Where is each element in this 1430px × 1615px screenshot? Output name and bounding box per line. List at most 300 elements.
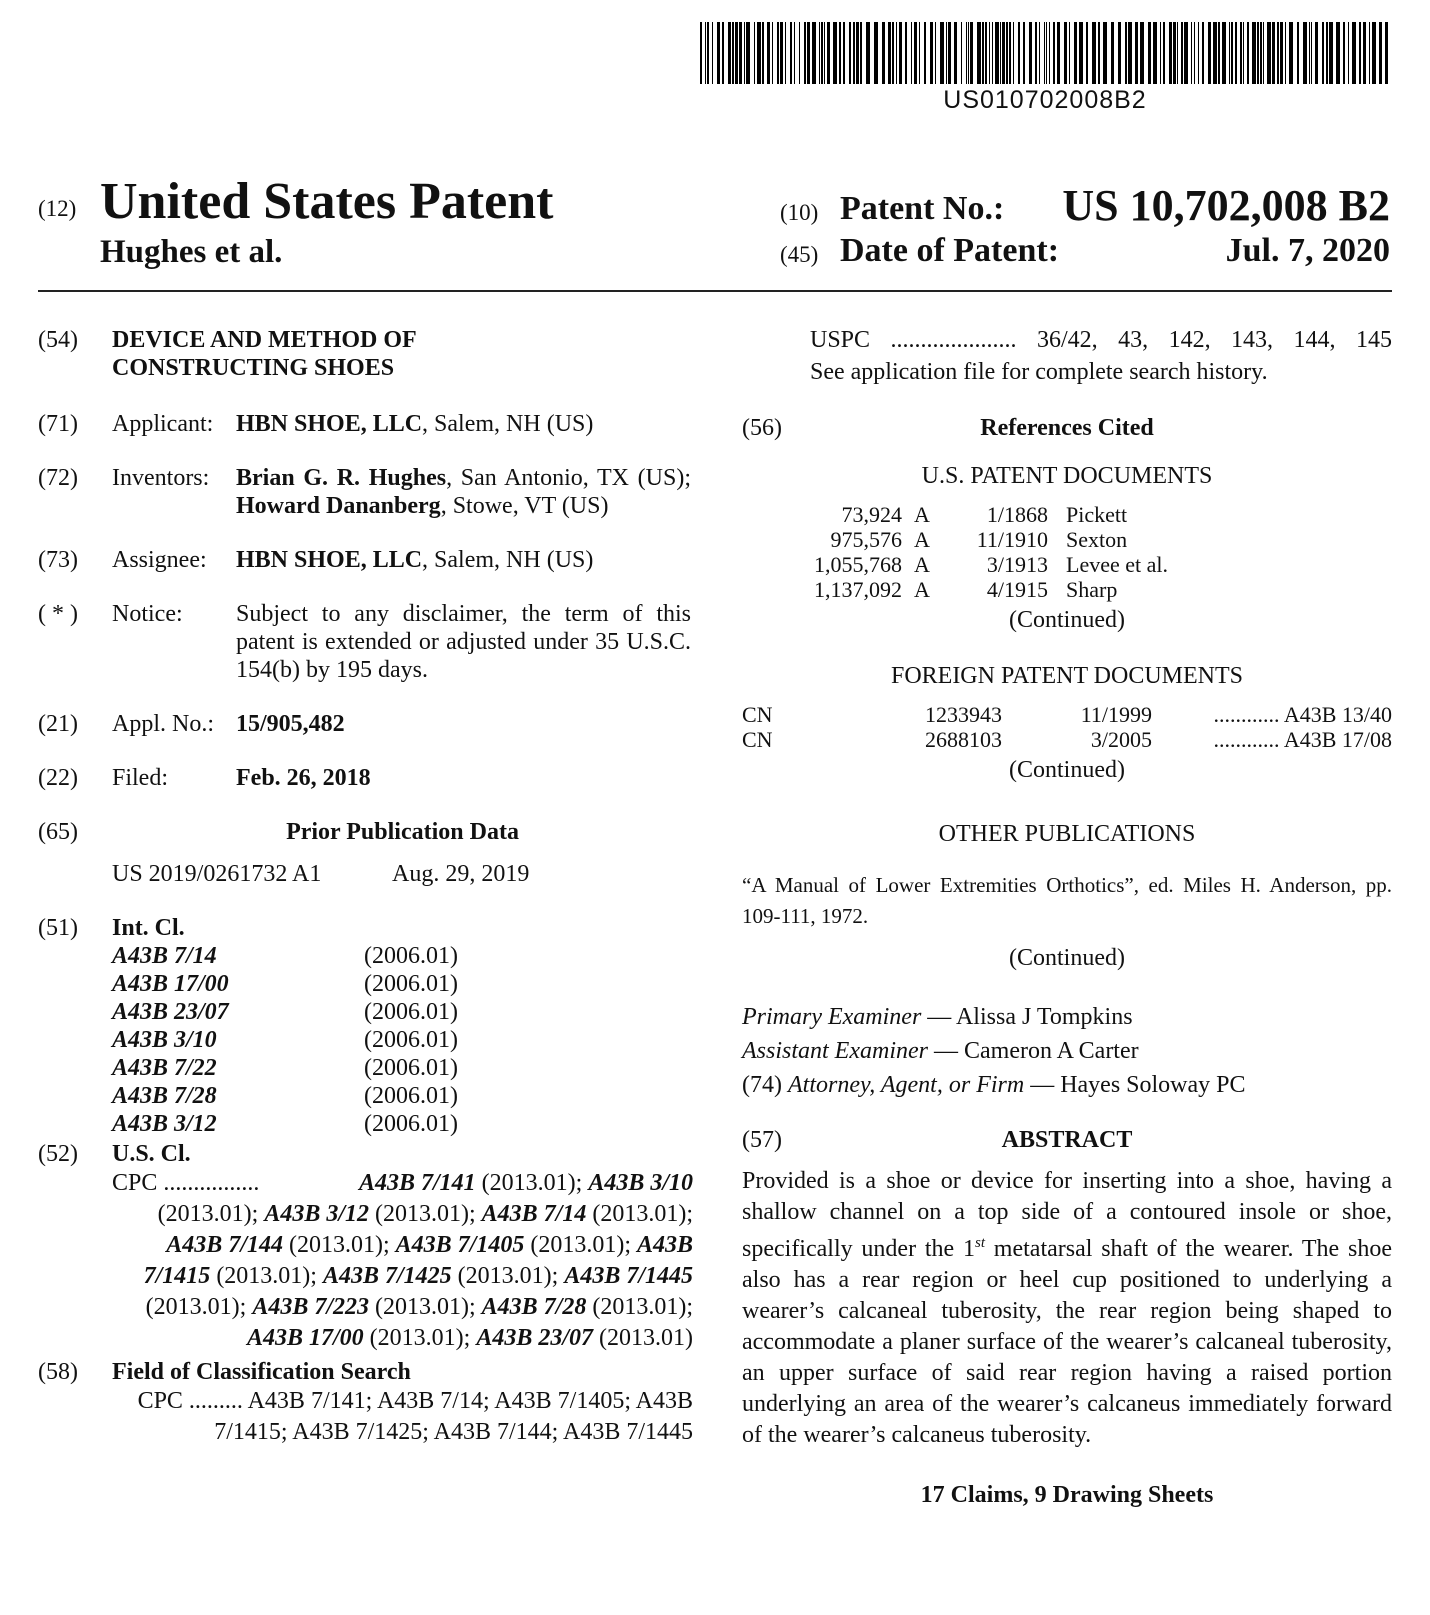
barcode-bar — [746, 22, 750, 84]
barcode-bar — [1303, 22, 1307, 84]
barcode-bar — [919, 22, 920, 84]
assignee-location: , Salem, NH (US) — [422, 547, 594, 573]
foreign-ref-number: 2688103 — [925, 727, 1002, 752]
us-ref-kind: A — [914, 527, 930, 552]
barcode-bar — [1222, 22, 1226, 84]
int-cl-code: A43B 7/22 — [112, 1055, 217, 1081]
cpc-code: A43B 23/07 — [476, 1325, 594, 1351]
barcode-bar — [1343, 22, 1345, 84]
barcode-bar — [1135, 22, 1138, 84]
barcode-bar — [977, 22, 981, 84]
int-cl-code: A43B 3/10 — [112, 1027, 217, 1053]
barcode-bar — [968, 22, 969, 84]
int-cl-code: A43B 3/12 — [112, 1111, 217, 1137]
barcode-bar — [874, 22, 878, 84]
int-cl-code: A43B 17/00 — [112, 971, 229, 997]
barcode-bar — [896, 22, 897, 84]
right-column — [742, 326, 1392, 1509]
us-cl-heading: U.S. Cl. — [112, 1141, 191, 1167]
barcode-bar — [1202, 22, 1204, 84]
int-cl-date: (2006.01) — [364, 1083, 458, 1109]
date-label: Date of Patent: — [840, 232, 1060, 269]
barcode-bar — [1315, 22, 1318, 84]
barcode-bar — [1128, 22, 1132, 84]
patent-number: US 10,702,008 B2 — [1062, 181, 1390, 230]
patent-date: Jul. 7, 2020 — [1225, 232, 1390, 269]
barcode-bar — [1326, 22, 1328, 84]
barcode-bar — [1218, 22, 1220, 84]
claims-and-sheets: 17 Claims, 9 Drawing Sheets — [920, 1482, 1214, 1508]
foreign-ref-country: CN — [742, 702, 773, 727]
foreign-ref-class: ............ A43B 13/40 — [1213, 702, 1392, 727]
us-cl-cpc — [112, 1168, 693, 1354]
code-22: (22) — [38, 765, 78, 791]
barcode-bar — [1208, 22, 1211, 84]
barcode-bar — [1240, 22, 1242, 84]
barcode-bar — [1029, 22, 1032, 84]
barcode-bar — [1125, 22, 1127, 84]
barcode-bar — [995, 22, 999, 84]
barcode-bar — [827, 22, 830, 84]
barcode-bar — [739, 22, 742, 84]
abstract-superscript: st — [974, 1235, 985, 1251]
us-ref-kind: A — [914, 577, 930, 602]
barcode-bar — [772, 22, 773, 84]
cpc-date: (2013.01); — [363, 1325, 477, 1351]
barcode-bar — [1267, 22, 1271, 84]
int-cl-heading: Int. Cl. — [112, 915, 185, 941]
barcode-bar — [989, 22, 990, 84]
barcode-bar — [1352, 22, 1356, 84]
barcode-bar — [777, 22, 779, 84]
barcode-bar — [1191, 22, 1192, 84]
barcode-bar — [1277, 22, 1279, 84]
barcode-bar — [717, 22, 720, 84]
code-21: (21) — [38, 711, 78, 737]
barcode-bar — [804, 22, 806, 84]
cpc-code: A43B 7/144 — [166, 1232, 283, 1258]
us-patent-docs-list — [742, 502, 1392, 602]
us-ref-number: 1,137,092 — [814, 577, 902, 602]
foreign-ref-country: CN — [742, 727, 773, 752]
appl-no-label: Appl. No.: — [112, 711, 214, 737]
int-cl-row — [112, 942, 693, 970]
uspc-line: USPC ..................... 36/42, 43, 142, 143, 144, 145 — [810, 327, 1392, 353]
code-notice: ( * ) — [38, 601, 78, 627]
barcode-bar — [780, 22, 783, 84]
other-publication-item: “A Manual of Lower Extremities Orthotics”, ed. Miles H. Anderson, pp. 109-111, 1972. — [742, 873, 1392, 928]
barcode-bar — [1053, 22, 1055, 84]
inventors-label: Inventors: — [112, 465, 210, 491]
int-cl-code: A43B 7/28 — [112, 1083, 217, 1109]
foreign-ref-number: 1233943 — [925, 702, 1002, 727]
applicant-name: HBN SHOE, LLC — [236, 411, 423, 437]
barcode-bar — [799, 22, 800, 84]
cpc-code: A43B 7/141 — [358, 1170, 476, 1196]
int-cl-row — [112, 1082, 693, 1110]
barcode-bar — [1057, 22, 1060, 84]
barcode-bar — [1035, 22, 1037, 84]
us-ref-date: 4/1915 — [986, 577, 1048, 602]
field-72-inventors — [38, 464, 693, 520]
field-22-filed — [38, 764, 693, 792]
barcode-bar — [1359, 22, 1361, 84]
int-cl-row — [112, 1110, 693, 1138]
barcode-bar — [722, 22, 724, 84]
inventor-2: Howard Dananberg — [236, 493, 441, 519]
applicant-location: , Salem, NH (US) — [422, 411, 594, 437]
code-73: (73) — [38, 547, 78, 573]
assistant-examiner-name: — Cameron A Carter — [928, 1038, 1139, 1064]
barcode-bar — [1252, 22, 1256, 84]
attorney-label: Attorney, Agent, or Firm — [787, 1072, 1025, 1098]
cpc-date: (2013.01) — [593, 1325, 693, 1351]
left-column — [38, 326, 693, 1448]
barcode-bar — [1153, 22, 1157, 84]
us-ref-date: 1/1868 — [986, 502, 1048, 527]
field-73-assignee — [38, 546, 693, 574]
barcode-bar — [1289, 22, 1293, 84]
barcode-bar — [866, 22, 870, 84]
barcode-bar — [712, 22, 713, 84]
barcode-bar — [940, 22, 944, 84]
code-71: (71) — [38, 411, 78, 437]
barcode-bar — [1198, 22, 1199, 84]
us-ref-name: Levee et al. — [1066, 552, 1168, 577]
barcode-bar — [1160, 22, 1161, 84]
inventor-1: Brian G. R. Hughes — [236, 465, 447, 491]
barcode-bar — [839, 22, 841, 84]
barcode-bar — [1000, 22, 1001, 84]
us-ref-number: 1,055,768 — [814, 552, 902, 577]
abstract-part-1: Provided is a shoe or device for inserting into a shoe, having a shallow channel on a top side of a contoured insole or shoe, specifically under the 1 — [742, 1168, 1392, 1262]
code-45: (45) — [780, 242, 819, 267]
barcode-bar — [924, 22, 926, 84]
appl-no-value: 15/905,482 — [236, 711, 345, 737]
us-ref-name: Sharp — [1066, 577, 1118, 602]
document-title: United States Patent — [100, 173, 554, 230]
assignee-label: Assignee: — [112, 547, 207, 573]
assistant-examiner — [742, 1034, 1392, 1068]
barcode-bar — [1229, 22, 1230, 84]
barcode-bar — [1074, 22, 1077, 84]
int-cl-code: A43B 7/14 — [112, 943, 217, 969]
cpc-date: (2013.01); — [210, 1263, 323, 1289]
prior-publication-number: US 2019/0261732 A1 — [112, 861, 322, 887]
us-ref-row — [742, 577, 1392, 602]
field-54-title — [38, 326, 693, 382]
barcode-bar — [794, 22, 795, 84]
us-patent-docs-heading: U.S. PATENT DOCUMENTS — [921, 463, 1213, 489]
field-51-int-cl — [38, 914, 693, 1138]
barcode-bar — [1046, 22, 1047, 84]
inventor-2-location: , Stowe, VT (US) — [440, 493, 609, 519]
cpc-code: A43B 7/1405 — [395, 1232, 525, 1258]
barcode-bar — [1079, 22, 1083, 84]
barcode-bar — [762, 22, 764, 84]
barcode-bar — [1181, 22, 1183, 84]
int-cl-row — [112, 1054, 693, 1082]
int-cl-date: (2006.01) — [364, 1055, 458, 1081]
field-21-appl-no — [38, 710, 693, 738]
barcode-bar — [707, 22, 709, 84]
barcode-bar — [982, 22, 984, 84]
us-ref-name: Sexton — [1066, 527, 1128, 552]
barcode-bar — [1263, 22, 1264, 84]
barcode-bar — [705, 22, 706, 84]
invention-title-line1: DEVICE AND METHOD OF — [112, 327, 417, 353]
code-51: (51) — [38, 915, 78, 941]
us-ref-name: Pickett — [1066, 502, 1128, 527]
barcode-bar — [732, 22, 734, 84]
barcode-bar — [1148, 22, 1151, 84]
cpc-date: (2013.01); — [145, 1294, 253, 1320]
barcode-bar — [843, 22, 845, 84]
cpc-code: A43B 7/14 — [481, 1201, 587, 1227]
field-58-search — [38, 1358, 693, 1448]
barcode-bar — [1177, 22, 1178, 84]
barcode-bar — [819, 22, 820, 84]
other-publications-heading: OTHER PUBLICATIONS — [938, 821, 1196, 847]
barcode-bar — [757, 22, 761, 84]
barcode-bar — [966, 22, 967, 84]
barcode-bar — [1049, 22, 1050, 84]
barcode-bar — [1064, 22, 1067, 84]
notice-text: Subject to any disclaimer, the term of this patent is extended or adjusted under 35 U.S.C. 154(b) by 195 days. — [236, 601, 691, 683]
prior-publication-date: Aug. 29, 2019 — [392, 861, 530, 887]
primary-examiner-label: Primary Examiner — [742, 1004, 922, 1030]
barcode-bar — [1092, 22, 1096, 84]
field-search-cpc: CPC ......... A43B 7/141; A43B 7/14; A43B 7/1405; A43B 7/1415; A43B 7/1425; A43B 7/144; A43B 7/1445 — [137, 1388, 693, 1445]
us-ref-kind: A — [914, 502, 930, 527]
barcode-bar — [1039, 22, 1040, 84]
code-10: (10) — [780, 200, 819, 225]
barcode-bar — [821, 22, 823, 84]
barcode-bar — [1140, 22, 1144, 84]
barcode-bar — [946, 22, 947, 84]
barcode-bar — [1231, 22, 1233, 84]
cpc-code: A43B 7/28 — [481, 1294, 587, 1320]
barcode-bar — [785, 22, 786, 84]
barcode-bar — [1243, 22, 1244, 84]
barcode-bar — [1163, 22, 1165, 84]
patent-no-label: Patent No.: — [840, 190, 1005, 227]
int-cl-row — [112, 970, 693, 998]
attorney-name: — Hayes Soloway PC — [1024, 1072, 1246, 1098]
barcode-bar — [1009, 22, 1011, 84]
barcode-bar — [790, 22, 792, 84]
barcode-bar — [985, 22, 987, 84]
barcode-bar — [1118, 22, 1121, 84]
int-cl-date: (2006.01) — [364, 1027, 458, 1053]
barcode-bar — [1322, 22, 1324, 84]
abstract-part-2: metatarsal shaft of the wearer. The shoe also has a rear region or heel cup positioned to underlying a wearer’s calcaneal tuberosity, the rear region being shaped to accommodate a planer surface of the wearer’s calcaneal tuberosity, an upper surface of said rear region having a raised portion underlying an area of the wearer’s calcaneus immediately forward of the wearer’s calcaneus tuberosity. — [742, 1236, 1392, 1448]
cpc-code: A43B 7/223 — [252, 1294, 369, 1320]
cpc-date: (2013.01); — [369, 1201, 482, 1227]
barcode-bar — [807, 22, 810, 84]
inventor-1-location: , San Antonio, TX (US); — [446, 465, 692, 491]
barcode-bar — [1184, 22, 1188, 84]
cpc-date: (2013.01); — [451, 1263, 565, 1289]
barcode-bar — [970, 22, 973, 84]
barcode-bar — [911, 22, 912, 84]
barcode-bar — [1385, 22, 1388, 84]
code-12: (12) — [38, 196, 77, 221]
abstract-text — [742, 1166, 1392, 1451]
primary-examiner-name: — Alissa J Tompkins — [921, 1004, 1133, 1030]
barcode-bar — [1372, 22, 1376, 84]
barcode-bar — [1257, 22, 1259, 84]
barcode-bar — [1044, 22, 1045, 84]
cpc-date: (2013.01); — [524, 1232, 637, 1258]
barcode-bar — [1272, 22, 1275, 84]
us-ref-date: 3/1913 — [986, 552, 1048, 577]
cpc-code: A43B 3/12 — [264, 1201, 369, 1227]
int-cl-row — [112, 998, 693, 1026]
us-refs-continued: (Continued) — [1009, 607, 1125, 633]
barcode-bar — [914, 22, 917, 84]
int-cl-date: (2006.01) — [364, 999, 458, 1025]
barcode-bar — [849, 22, 851, 84]
code-56: (56) — [742, 415, 782, 441]
barcode-bar — [1013, 22, 1014, 84]
cpc-date: (2013.01); — [586, 1201, 693, 1227]
authors: Hughes et al. — [100, 234, 283, 270]
us-ref-number: 73,924 — [841, 502, 902, 527]
barcode-bar — [899, 22, 902, 84]
barcode-bar — [700, 22, 702, 84]
us-ref-row — [742, 552, 1392, 577]
attorney — [742, 1068, 1392, 1102]
us-ref-date: 11/1910 — [976, 527, 1048, 552]
cpc-date: (2013.01); — [369, 1294, 482, 1320]
invention-title-line2: CONSTRUCTING SHOES — [112, 355, 395, 381]
barcode-bar — [1006, 22, 1008, 84]
barcode-bar — [1247, 22, 1249, 84]
barcode-bar — [1194, 22, 1195, 84]
barcode-bar — [954, 22, 957, 84]
barcode-bar — [1329, 22, 1333, 84]
foreign-ref-date: 11/1999 — [1080, 702, 1152, 727]
cpc-code: A43B 3/10 — [588, 1170, 693, 1196]
foreign-ref-class: ............ A43B 17/08 — [1213, 727, 1392, 752]
cpc-code: A43B 7/1425 — [322, 1263, 452, 1289]
barcode-bar — [1111, 22, 1114, 84]
barcode-number: US010702008B2 — [943, 86, 1147, 114]
abstract-heading: ABSTRACT — [1001, 1127, 1133, 1153]
barcode-bar — [961, 22, 962, 84]
code-57: (57) — [742, 1127, 782, 1153]
field-52-us-cl — [38, 1140, 693, 1354]
filed-label: Filed: — [112, 765, 169, 791]
barcode-bar — [767, 22, 770, 84]
barcode-bar — [992, 22, 993, 84]
assistant-examiner-label: Assistant Examiner — [742, 1038, 928, 1064]
barcode-bar — [1260, 22, 1262, 84]
int-cl-list — [112, 942, 693, 1138]
barcode-bar — [754, 22, 755, 84]
field-65-prior-publication — [38, 818, 693, 888]
barcode-bar — [892, 22, 894, 84]
barcode-bar — [824, 22, 825, 84]
barcode-bar — [1363, 22, 1366, 84]
foreign-ref-row — [742, 727, 1392, 752]
barcode-bar — [1002, 22, 1005, 84]
barcode-bar — [1086, 22, 1088, 84]
barcode-bar — [1336, 22, 1340, 84]
barcode-bar — [948, 22, 951, 84]
int-cl-code: A43B 23/07 — [112, 999, 229, 1025]
barcode-bar — [1018, 22, 1020, 84]
cpc-date: (2013.01); — [475, 1170, 589, 1196]
barcode-bar — [853, 22, 855, 84]
barcode-bar — [735, 22, 738, 84]
header-rule — [38, 290, 1392, 292]
primary-examiner — [742, 1000, 1392, 1034]
barcode-bar — [744, 22, 745, 84]
field-57-abstract — [742, 1126, 1392, 1154]
barcode — [700, 22, 1390, 84]
cpc-code: A43B 17/00 — [246, 1325, 364, 1351]
us-ref-row — [742, 527, 1392, 552]
barcode-bar — [1069, 22, 1070, 84]
prior-publication-heading: Prior Publication Data — [286, 819, 519, 845]
barcode-bar — [1285, 22, 1286, 84]
barcode-bar — [1103, 22, 1107, 84]
notice-label: Notice: — [112, 601, 183, 627]
foreign-docs-heading: FOREIGN PATENT DOCUMENTS — [890, 663, 1244, 689]
search-history: See application file for complete search history. — [810, 359, 1268, 385]
barcode-bar — [882, 22, 885, 84]
code-54: (54) — [38, 327, 78, 353]
code-74: (74) — [742, 1072, 782, 1098]
applicant-label: Applicant: — [112, 411, 214, 437]
barcode-bar — [1098, 22, 1100, 84]
int-cl-row — [112, 1026, 693, 1054]
cpc-code: A43B 7/1445 — [564, 1263, 693, 1289]
other-pubs-continued: (Continued) — [1009, 945, 1125, 971]
barcode-bar — [833, 22, 837, 84]
references-heading: References Cited — [980, 415, 1154, 441]
barcode-bar — [935, 22, 936, 84]
field-71-applicant — [38, 410, 693, 438]
barcode-bar — [1280, 22, 1283, 84]
foreign-ref-row — [742, 702, 1392, 727]
barcode-bar — [856, 22, 859, 84]
barcode-bar — [930, 22, 933, 84]
cpc-date: (2013.01); — [586, 1294, 693, 1320]
barcode-bar — [1023, 22, 1025, 84]
cpc-date: (2013.01); — [282, 1232, 396, 1258]
barcode-bar — [888, 22, 891, 84]
barcode-bar — [1173, 22, 1176, 84]
us-ref-number: 975,576 — [830, 527, 902, 552]
barcode-bar — [1297, 22, 1299, 84]
field-56-references — [742, 414, 1392, 442]
barcode-bar — [1309, 22, 1310, 84]
foreign-docs-list — [742, 702, 1392, 752]
barcode-bar — [1213, 22, 1217, 84]
foreign-ref-date: 3/2005 — [1090, 727, 1152, 752]
barcode-bar — [1369, 22, 1370, 84]
field-search-heading: Field of Classification Search — [112, 1359, 411, 1385]
us-ref-kind: A — [914, 552, 930, 577]
foreign-refs-continued: (Continued) — [1009, 757, 1125, 783]
code-65: (65) — [38, 819, 78, 845]
code-52: (52) — [38, 1141, 78, 1167]
barcode-bar — [1235, 22, 1237, 84]
barcode-bar — [860, 22, 862, 84]
